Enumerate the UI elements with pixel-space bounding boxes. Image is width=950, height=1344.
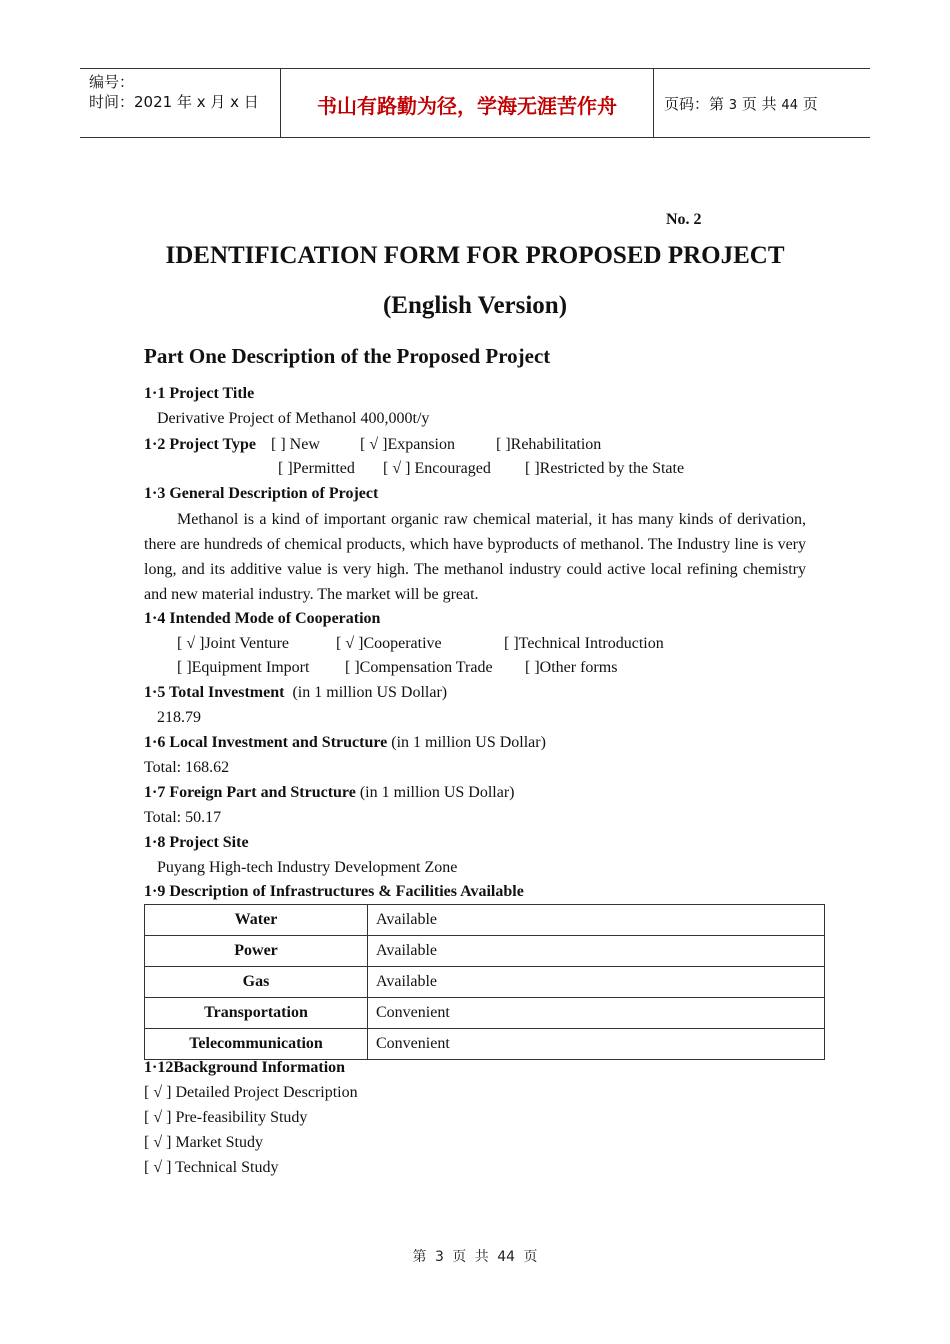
section-1-8-heading: 1·8 Project Site	[144, 834, 249, 851]
type-restricted-option: [ ]Restricted by the State	[525, 460, 685, 477]
section-1-2-heading: 1·2 Project Type	[144, 436, 256, 453]
coop-cooperative-option: [ √ ]Cooperative	[336, 635, 442, 652]
page-footer: 第 3 页 共 44 页	[412, 1249, 538, 1265]
section-1-5-heading: 1·5 Total Investment	[144, 684, 285, 701]
type-expansion-option: [ √ ]Expansion	[360, 436, 455, 453]
facility-status: Available	[368, 936, 825, 967]
header-page-cell	[654, 69, 870, 137]
total-investment-unit: (in 1 million US Dollar)	[284, 684, 448, 701]
infrastructure-table	[144, 904, 825, 1060]
local-investment-value: Total: 168.62	[144, 759, 230, 776]
document-number: No. 2	[666, 211, 702, 228]
coop-compensation-option: [ ]Compensation Trade	[345, 659, 493, 676]
section-1-3-heading: 1·3 General Description of Project	[144, 485, 379, 502]
coop-equipment-option: [ ]Equipment Import	[177, 659, 310, 676]
document-subtitle: (English Version)	[382, 292, 568, 319]
page-mid: 页 共	[741, 95, 777, 113]
facility-name: Gas	[145, 967, 368, 998]
project-site-value: Puyang High-tech Industry Development Zone	[157, 859, 458, 876]
motto: 书山有路勤为径，学海无涯苦作舟	[317, 94, 617, 118]
facility-status: Available	[368, 905, 825, 936]
background-item: [ √ ] Market Study	[144, 1134, 263, 1151]
foreign-part-unit: (in 1 million US Dollar)	[355, 784, 515, 801]
section-1-9-heading: 1·9 Description of Infrastructures & Facilities Available	[144, 883, 524, 900]
header-motto-cell	[281, 69, 654, 137]
table-row	[145, 936, 825, 967]
coop-technical-option: [ ]Technical Introduction	[504, 635, 664, 652]
time-label: 时间：2021 年 x 月 x 日	[89, 93, 259, 111]
project-title-value: Derivative Project of Methanol 400,000t/y	[157, 410, 430, 427]
facility-name: Telecommunication	[145, 1029, 368, 1060]
page-indicator	[664, 93, 818, 114]
coop-joint-venture-option: [ √ ]Joint Venture	[177, 635, 290, 652]
section-1-5-line	[144, 684, 447, 702]
facility-name: Transportation	[145, 998, 368, 1029]
type-encouraged-option: [ √ ] Encouraged	[383, 460, 491, 477]
facility-status: Convenient	[368, 998, 825, 1029]
type-permitted-option: [ ]Permitted	[278, 460, 355, 477]
page-current: 3	[728, 98, 738, 113]
coop-other-option: [ ]Other forms	[525, 659, 618, 676]
background-item: [ √ ] Detailed Project Description	[144, 1084, 358, 1101]
section-1-7-line	[144, 784, 515, 802]
background-item: [ √ ] Pre-feasibility Study	[144, 1109, 308, 1126]
page-total: 44	[781, 98, 798, 113]
page-suffix: 页	[802, 95, 818, 113]
total-investment-value: 218.79	[157, 709, 201, 726]
local-investment-unit: (in 1 million US Dollar)	[387, 734, 546, 751]
page-prefix: 页码：第	[664, 95, 725, 113]
section-1-1-heading: 1·1 Project Title	[144, 385, 255, 402]
document-title: IDENTIFICATION FORM FOR PROPOSED PROJECT	[165, 242, 785, 269]
type-rehabilitation-option: [ ]Rehabilitation	[496, 436, 602, 453]
table-row	[145, 967, 825, 998]
facility-name: Water	[145, 905, 368, 936]
serial-label: 编号：	[89, 73, 135, 91]
section-1-6-heading: 1·6 Local Investment and Structure	[144, 734, 388, 751]
facility-status: Convenient	[368, 1029, 825, 1060]
page-header	[80, 68, 870, 138]
section-1-6-line	[144, 734, 546, 752]
foreign-part-value: Total: 50.17	[144, 809, 222, 826]
section-1-7-heading: 1·7 Foreign Part and Structure	[144, 784, 356, 801]
background-item: [ √ ] Technical Study	[144, 1159, 279, 1176]
type-new-option: [ ] New	[271, 436, 320, 453]
table-row	[145, 1029, 825, 1060]
section-1-12-heading: 1·12Background Information	[144, 1059, 346, 1076]
project-description: Methanol is a kind of important organic raw chemical material, it has many kinds of derivation, there are hundreds of chemical products, which have byproducts of methanol. The Industry line is very long, and its additive value is very high. The methanol industry could active local refining chemistry and new material industry. The market will be great.	[144, 511, 806, 603]
facility-name: Power	[145, 936, 368, 967]
table-row	[145, 905, 825, 936]
facility-status: Available	[368, 967, 825, 998]
header-meta-cell	[80, 69, 281, 137]
table-row	[145, 998, 825, 1029]
section-1-4-heading: 1·4 Intended Mode of Cooperation	[144, 610, 381, 627]
part-heading: Part One Description of the Proposed Project	[144, 344, 551, 368]
